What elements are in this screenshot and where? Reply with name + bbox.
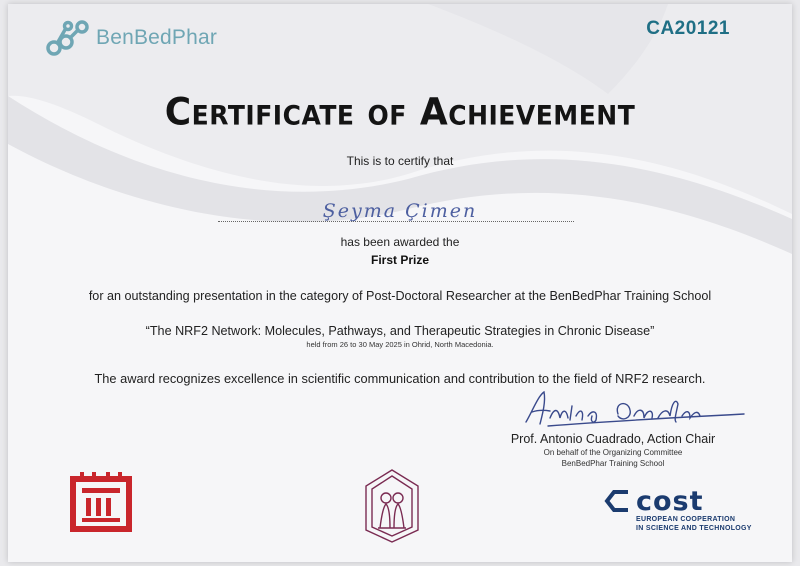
signatory-name: Prof. Antonio Cuadrado, Action Chair: [510, 432, 716, 446]
awarded-line: has been awarded the: [340, 235, 460, 249]
recipient-name: Şeyma Çimen: [322, 200, 478, 222]
cost-wordmark: cost: [636, 486, 704, 517]
action-code: CA20121: [646, 18, 730, 39]
recognition-line: The award recognizes excellence in scientific communication and contribution to the field of NRF2 research.: [94, 371, 706, 386]
behalf-line: On behalf of the Organizing Committee: [543, 448, 683, 457]
category-line: for an outstanding presentation in the category of Post-Doctoral Researcher at the BenBedPhar Training School: [88, 289, 712, 303]
certificate-page: [8, 4, 792, 562]
cost-subtitle-2: IN SCIENCE AND TECHNOLOGY: [636, 525, 752, 532]
held-line: held from 26 to 30 May 2025 in Ohrid, North Macedonia.: [306, 340, 494, 349]
cost-subtitle-1: EUROPEAN COOPERATION: [636, 516, 736, 523]
benbedphar-logo: [44, 18, 217, 58]
school-line: BenBedPhar Training School: [561, 459, 665, 468]
training-school-title: “The NRF2 Network: Molecules, Pathways, and Therapeutic Strategies in Chronic Disease”: [145, 324, 655, 338]
logo-text: BenBedPhar: [96, 26, 218, 49]
red-building-emblem-icon: [68, 472, 134, 536]
handwritten-signature: [518, 382, 748, 434]
prize-name: First Prize: [370, 253, 430, 267]
molecule-network-icon: [44, 18, 92, 58]
certificate-title-text: Certificate of Achievement: [164, 90, 636, 135]
name-dotted-line: [218, 221, 574, 222]
university-seal-icon: [360, 468, 424, 544]
cost-logo-icon: [604, 488, 634, 514]
certificate-title: [8, 91, 792, 134]
certify-line: This is to certify that: [346, 154, 454, 168]
